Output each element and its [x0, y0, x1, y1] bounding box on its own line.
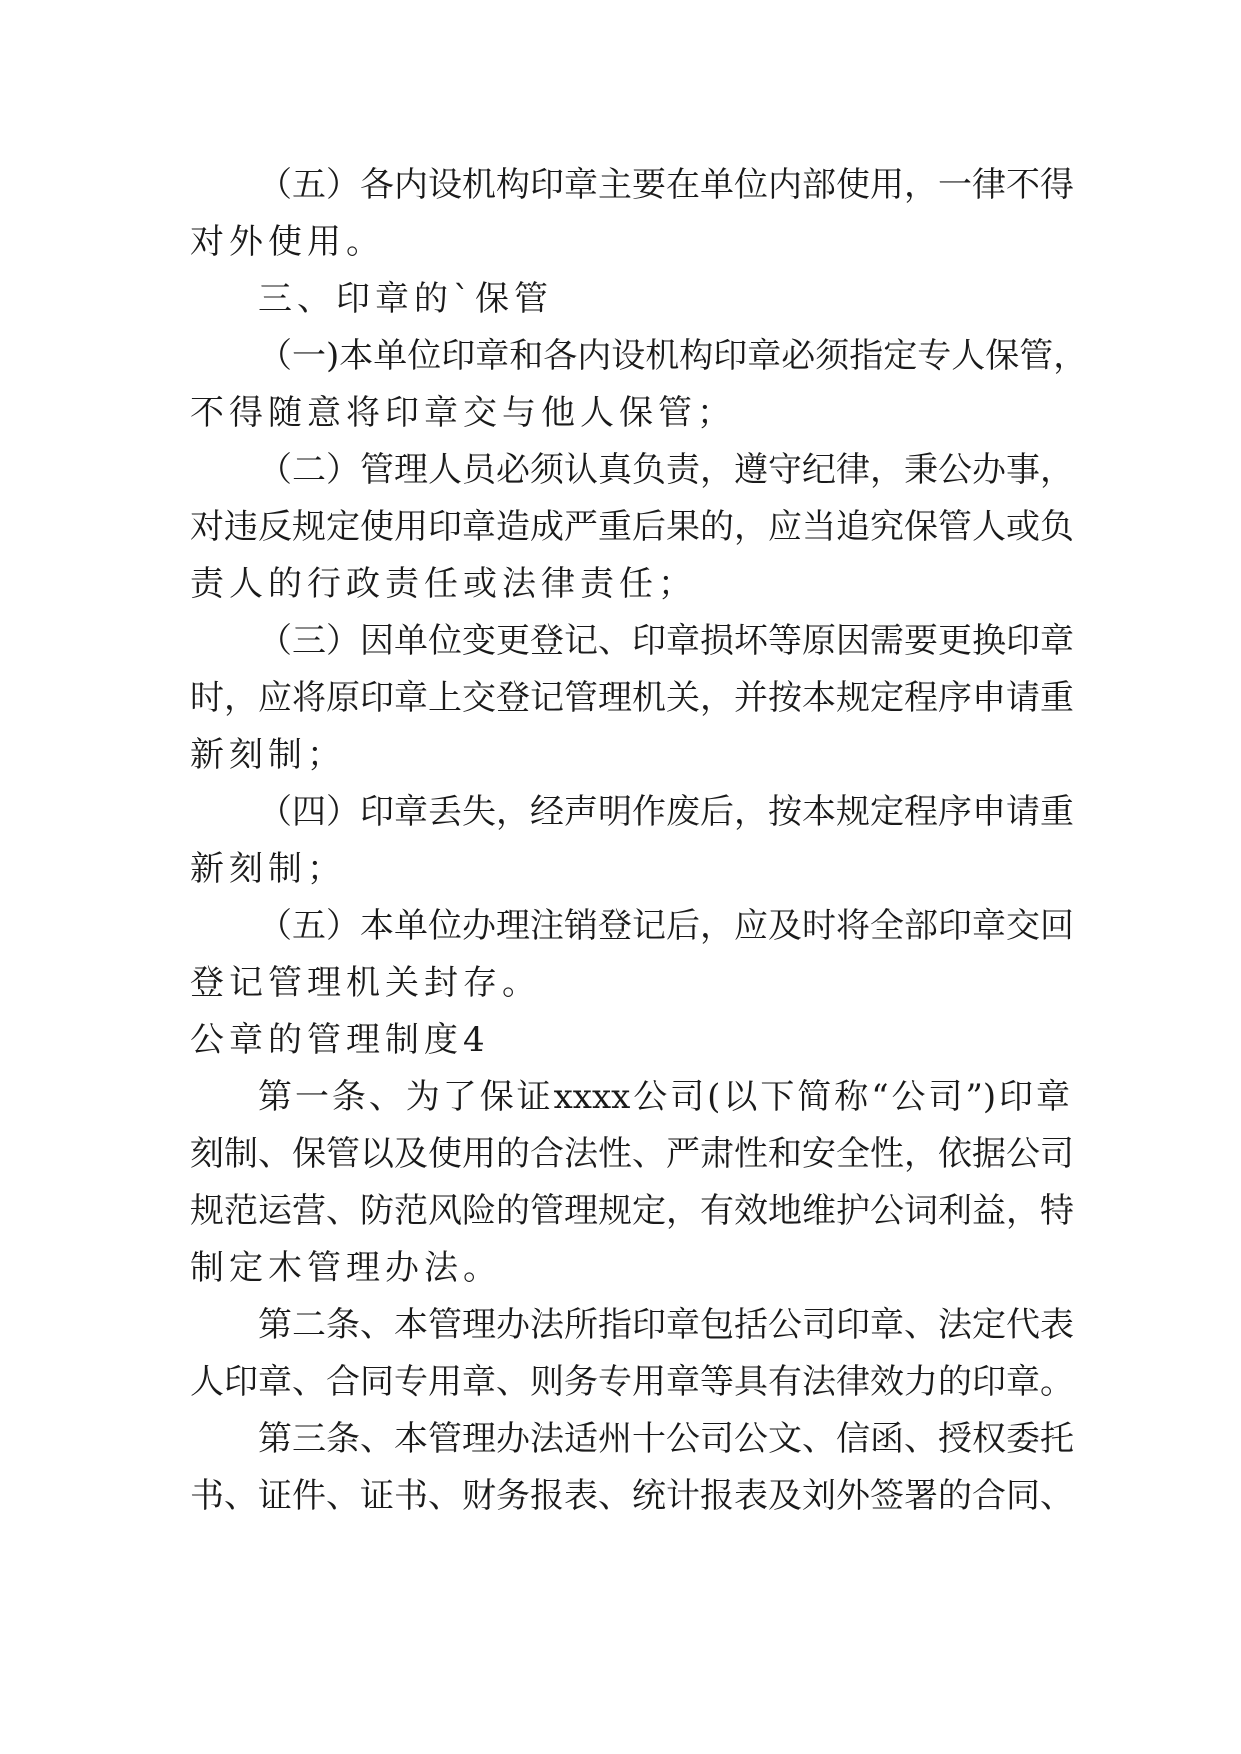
section-heading: 三、印章的`保管 — [258, 279, 553, 319]
paragraph-line: 第三条、本管理办法适州十公司公文、信函、授权委托 — [258, 1419, 1074, 1459]
paragraph-line: 制定木管理办法。 — [190, 1248, 502, 1288]
paragraph-line: （二）管理人员必须认真负责，遵守纪律，秉公办事， — [258, 450, 1074, 490]
paragraph-line: 责人的行政责任或法律责任； — [190, 564, 697, 604]
paragraph-line: 书、证件、证书、财务报表、统计报表及刘外签署的合同、 — [190, 1476, 1074, 1516]
paragraph-line: 规范运营、防范风险的管理规定，有效地维护公词利益，特 — [190, 1191, 1074, 1231]
paragraph-line: 第一条、为了保证xxxx公司(以下简称“公司”)印章 — [258, 1077, 1070, 1117]
paragraph-line: 不得随意将印章交与他人保管； — [190, 393, 736, 433]
paragraph-line: 登记管理机关封存。 — [190, 963, 541, 1003]
paragraph-line: （五）各内设机构印章主要在单位内部使用，一律不得 — [258, 165, 1074, 205]
paragraph-line: 人印章、合同专用章、则务专用章等具有法律效力的印章。 — [190, 1362, 1074, 1402]
paragraph-line: （三）因单位变更登记、印章损坏等原因需要更换印章 — [258, 621, 1074, 661]
paragraph-line: （一)本单位印章和各内设机构印章必须指定专人保管， — [258, 336, 1088, 376]
paragraph-line: 对违反规定使用印章造成严重后果的，应当追究保管人或负 — [190, 507, 1074, 547]
paragraph-line: 新刻制； — [190, 849, 346, 889]
document-title: 公章的管理制度4 — [190, 1020, 490, 1060]
paragraph-line: 对外使用。 — [190, 222, 385, 262]
paragraph-line: 刻制、保管以及使用的合法性、严肃性和安全性，依据公司 — [190, 1134, 1074, 1174]
paragraph-line: （五）本单位办理注销登记后，应及时将全部印章交回 — [258, 906, 1074, 946]
paragraph-line: （四）印章丢失，经声明作废后，按本规定程序申请重 — [258, 792, 1074, 832]
paragraph-line: 新刻制； — [190, 735, 346, 775]
paragraph-line: 第二条、本管理办法所指印章包括公司印章、法定代表 — [258, 1305, 1074, 1345]
paragraph-line: 时，应将原印章上交登记管理机关，并按本规定程序申请重 — [190, 678, 1074, 718]
